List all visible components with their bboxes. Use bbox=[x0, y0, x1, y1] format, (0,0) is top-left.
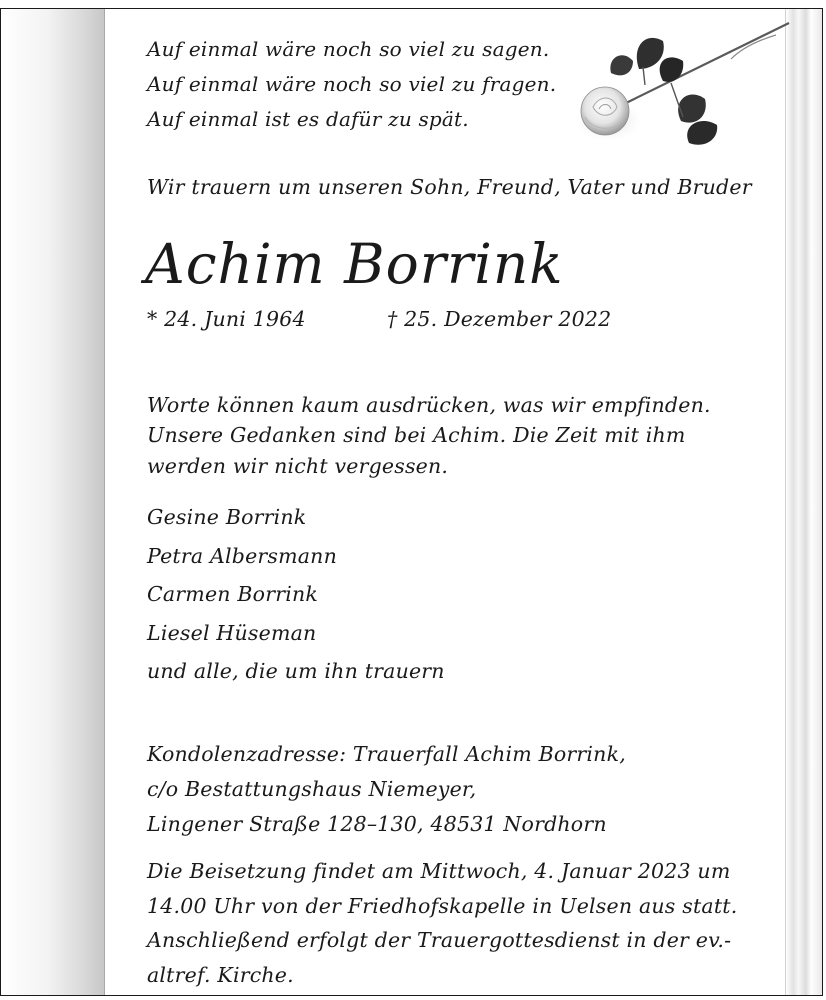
intro-text: Wir trauern um unseren Sohn, Freund, Vater und Bruder bbox=[147, 175, 752, 199]
rose-icon bbox=[571, 21, 791, 151]
deceased-name: Achim Borrink bbox=[145, 232, 564, 296]
address-line: Kondolenzadresse: Trauerfall Achim Borrink, bbox=[147, 742, 626, 766]
message-line: Worte können kaum ausdrücken, was wir empfinden. bbox=[147, 393, 711, 417]
death-date: † 25. Dezember 2022 bbox=[387, 307, 612, 331]
address-line: Lingener Straße 128–130, 48531 Nordhorn bbox=[147, 812, 607, 836]
verse-line: Auf einmal ist es dafür zu spät. bbox=[147, 107, 469, 131]
funeral-line: altref. Kirche. bbox=[147, 963, 294, 987]
mourner-name: Carmen Borrink bbox=[147, 582, 318, 606]
page-fold-left bbox=[1, 9, 105, 995]
message-line: werden wir nicht vergessen. bbox=[147, 454, 449, 478]
mourner-name: Liesel Hüseman bbox=[147, 621, 317, 645]
funeral-line: Die Beisetzung findet am Mittwoch, 4. Januar 2023 um bbox=[147, 859, 731, 883]
mourner-closing: und alle, die um ihn trauern bbox=[147, 659, 445, 683]
birth-date: * 24. Juni 1964 bbox=[147, 307, 306, 331]
message-line: Unsere Gedanken sind bei Achim. Die Zeit mit ihm bbox=[147, 423, 686, 447]
page-fold-right bbox=[785, 9, 822, 995]
mourner-name: Petra Albersmann bbox=[147, 544, 337, 568]
verse-line: Auf einmal wäre noch so viel zu fragen. bbox=[147, 72, 557, 96]
obituary-card bbox=[0, 8, 823, 996]
address-line: c/o Bestattungshaus Niemeyer, bbox=[147, 777, 477, 801]
verse-line: Auf einmal wäre noch so viel zu sagen. bbox=[147, 37, 550, 61]
funeral-line: Anschließend erfolgt der Trauergottesdienst in der ev.- bbox=[147, 928, 732, 952]
mourner-name: Gesine Borrink bbox=[147, 505, 307, 529]
funeral-line: 14.00 Uhr von der Friedhofskapelle in Uelsen aus statt. bbox=[147, 894, 738, 918]
